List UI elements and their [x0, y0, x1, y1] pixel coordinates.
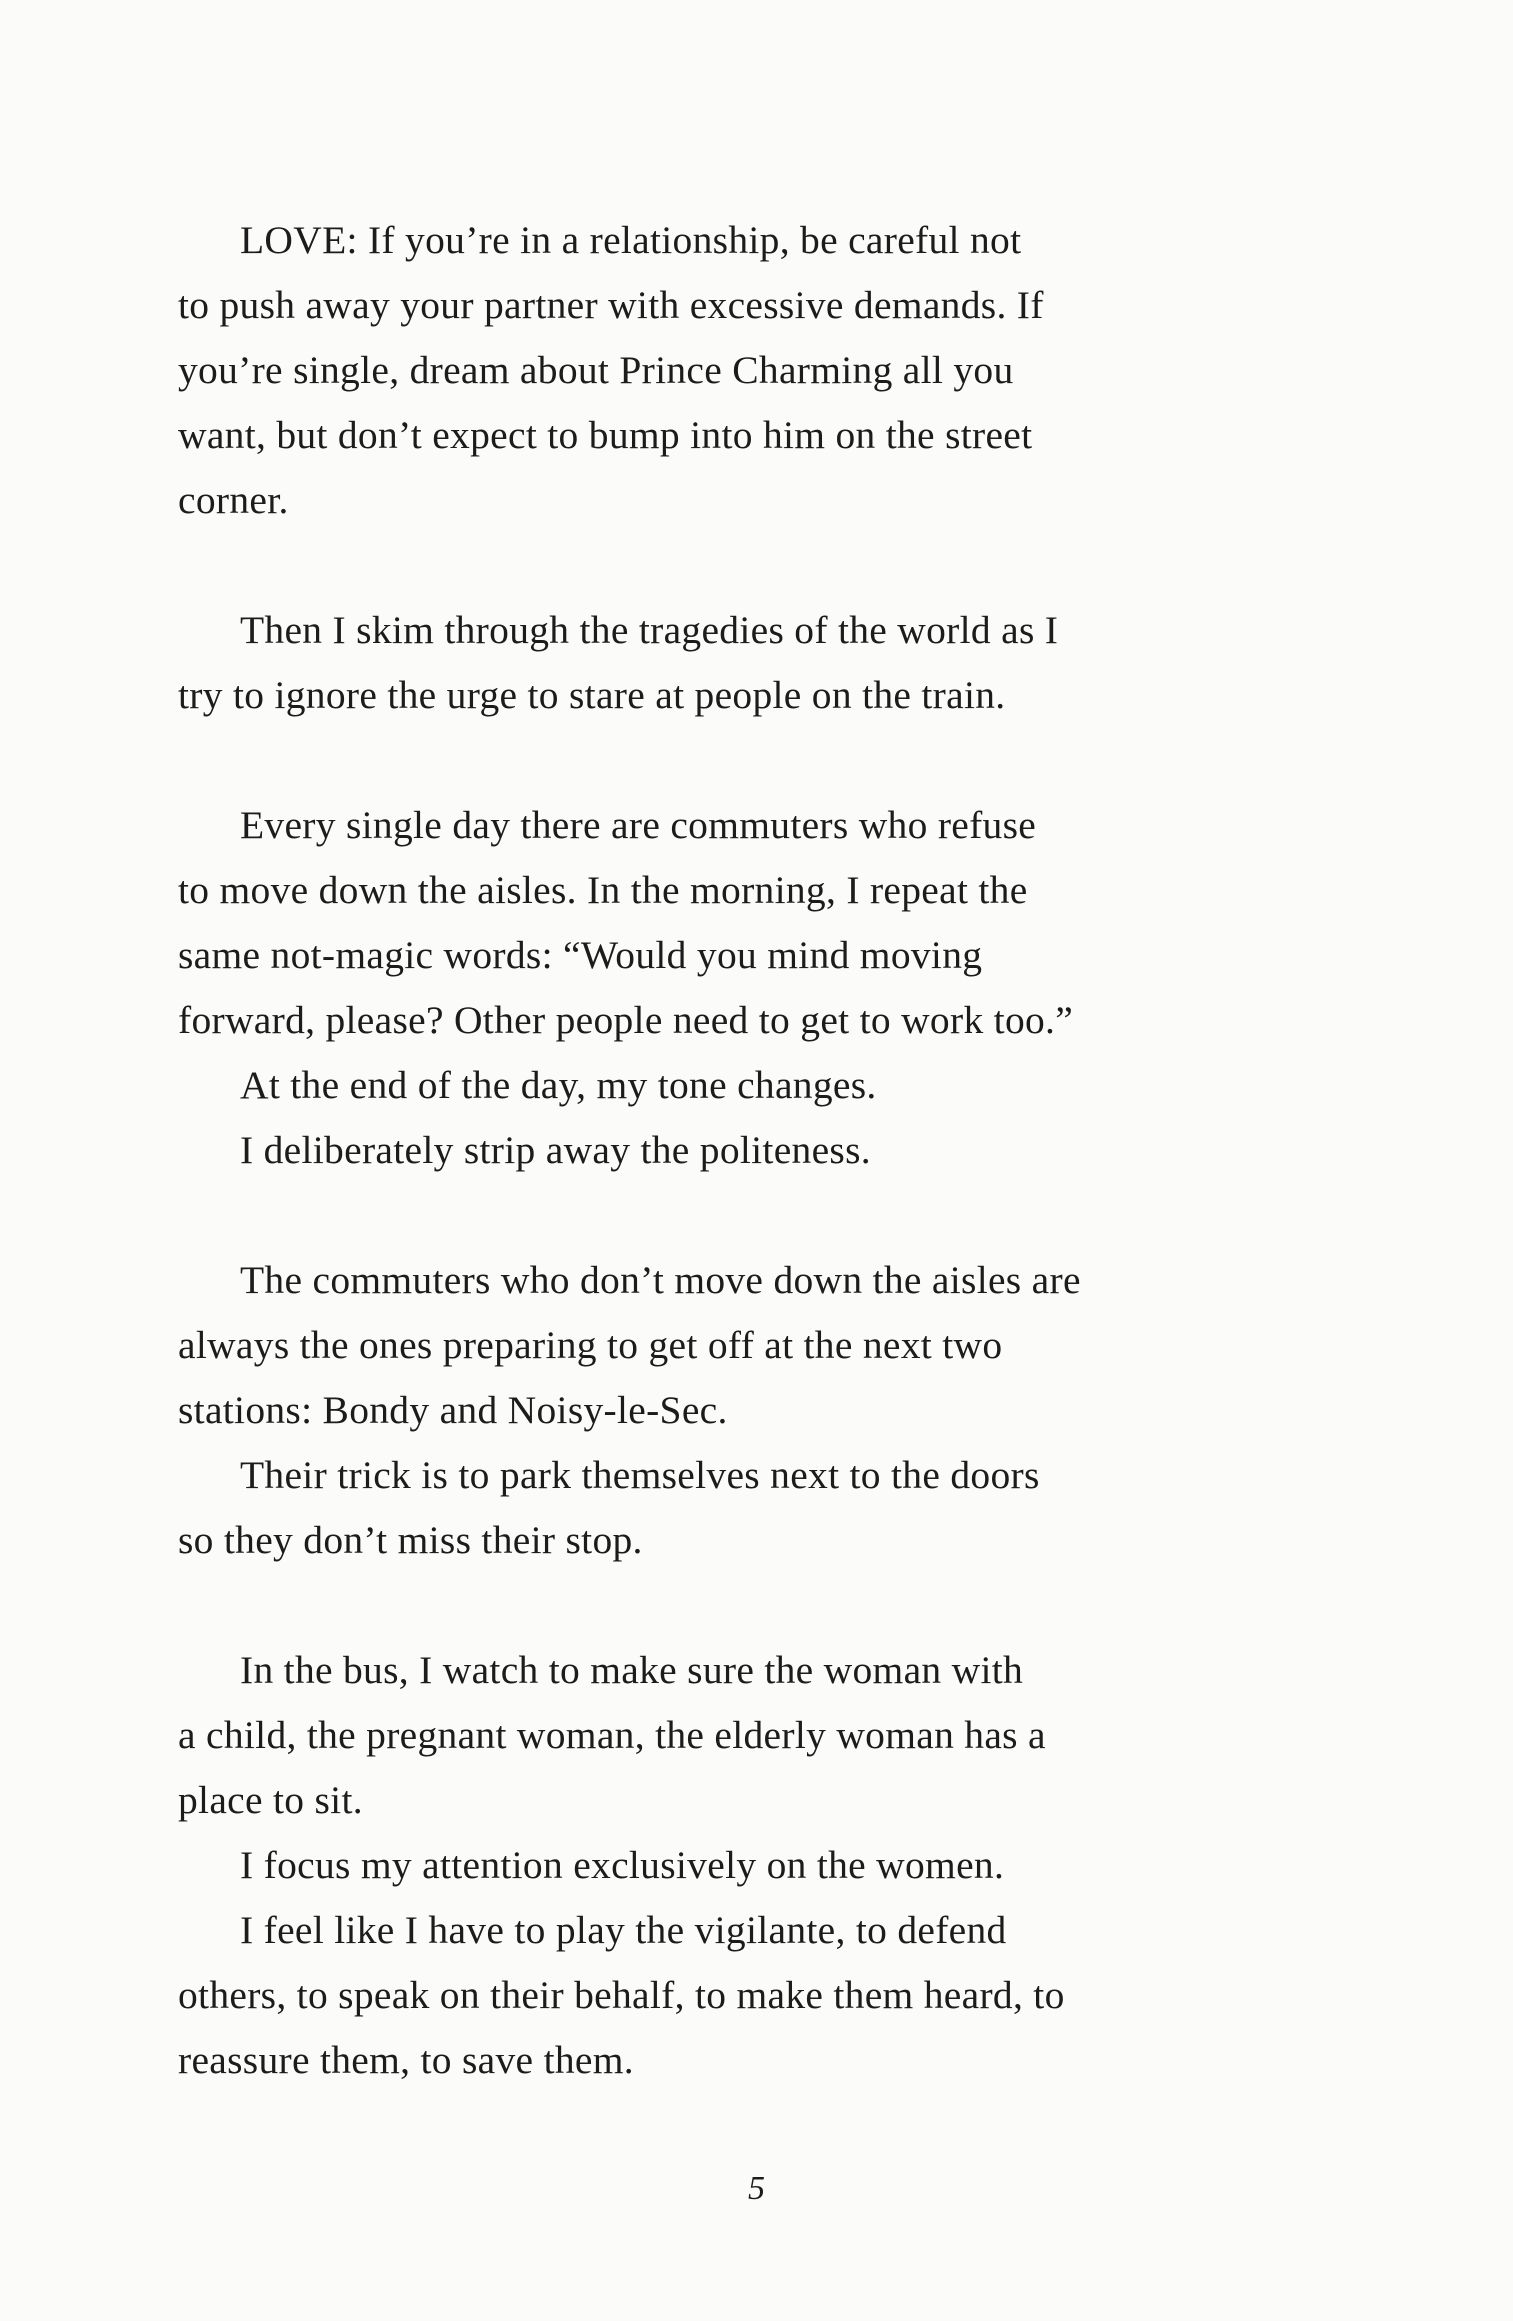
text-line: The commuters who don’t move down the aisles are [240, 1258, 1081, 1302]
text-line: I focus my attention exclusively on the women. [240, 1843, 1005, 1887]
text-line: reassure them, to save them. [178, 2038, 634, 2082]
text-line: stations: Bondy and Noisy-le-Sec. [178, 1388, 728, 1432]
paragraph [178, 1898, 1238, 2093]
text-line: want, but don’t expect to bump into him on the street [178, 413, 1033, 457]
text-line: LOVE: If you’re in a relationship, be careful not [240, 218, 1022, 262]
paragraph [178, 1638, 1238, 1833]
text-line: to push away your partner with excessive demands. If [178, 283, 1044, 327]
body-text [178, 208, 1238, 2093]
paragraph [178, 208, 1238, 533]
text-line: corner. [178, 478, 289, 522]
text-line: a child, the pregnant woman, the elderly woman has a [178, 1713, 1046, 1757]
paragraph [178, 1248, 1238, 1443]
text-line: place to sit. [178, 1778, 363, 1822]
paragraph [178, 1833, 1238, 1898]
text-line: Then I skim through the tragedies of the world as I [240, 608, 1059, 652]
text-line: At the end of the day, my tone changes. [240, 1063, 877, 1107]
text-line: others, to speak on their behalf, to make them heard, to [178, 1973, 1065, 2017]
paragraph [178, 1443, 1238, 1573]
paragraph [178, 598, 1238, 728]
paragraph [178, 1053, 1238, 1118]
text-line: In the bus, I watch to make sure the woman with [240, 1648, 1024, 1692]
text-line: always the ones preparing to get off at the next two [178, 1323, 1003, 1367]
text-line: try to ignore the urge to stare at people on the train. [178, 673, 1006, 717]
text-line: same not-magic words: “Would you mind moving [178, 933, 983, 977]
text-line: I deliberately strip away the politeness. [240, 1128, 871, 1172]
text-line: so they don’t miss their stop. [178, 1518, 643, 1562]
text-line: Every single day there are commuters who refuse [240, 803, 1037, 847]
text-line: I feel like I have to play the vigilante, to defend [240, 1908, 1007, 1952]
paragraph [178, 793, 1238, 1053]
text-line: you’re single, dream about Prince Charming all you [178, 348, 1014, 392]
paragraph [178, 1118, 1238, 1183]
text-line: forward, please? Other people need to get to work too.” [178, 998, 1074, 1042]
text-line: to move down the aisles. In the morning, I repeat the [178, 868, 1028, 912]
page-number: 5 [748, 2170, 765, 2207]
text-line: Their trick is to park themselves next to the doors [240, 1453, 1040, 1497]
